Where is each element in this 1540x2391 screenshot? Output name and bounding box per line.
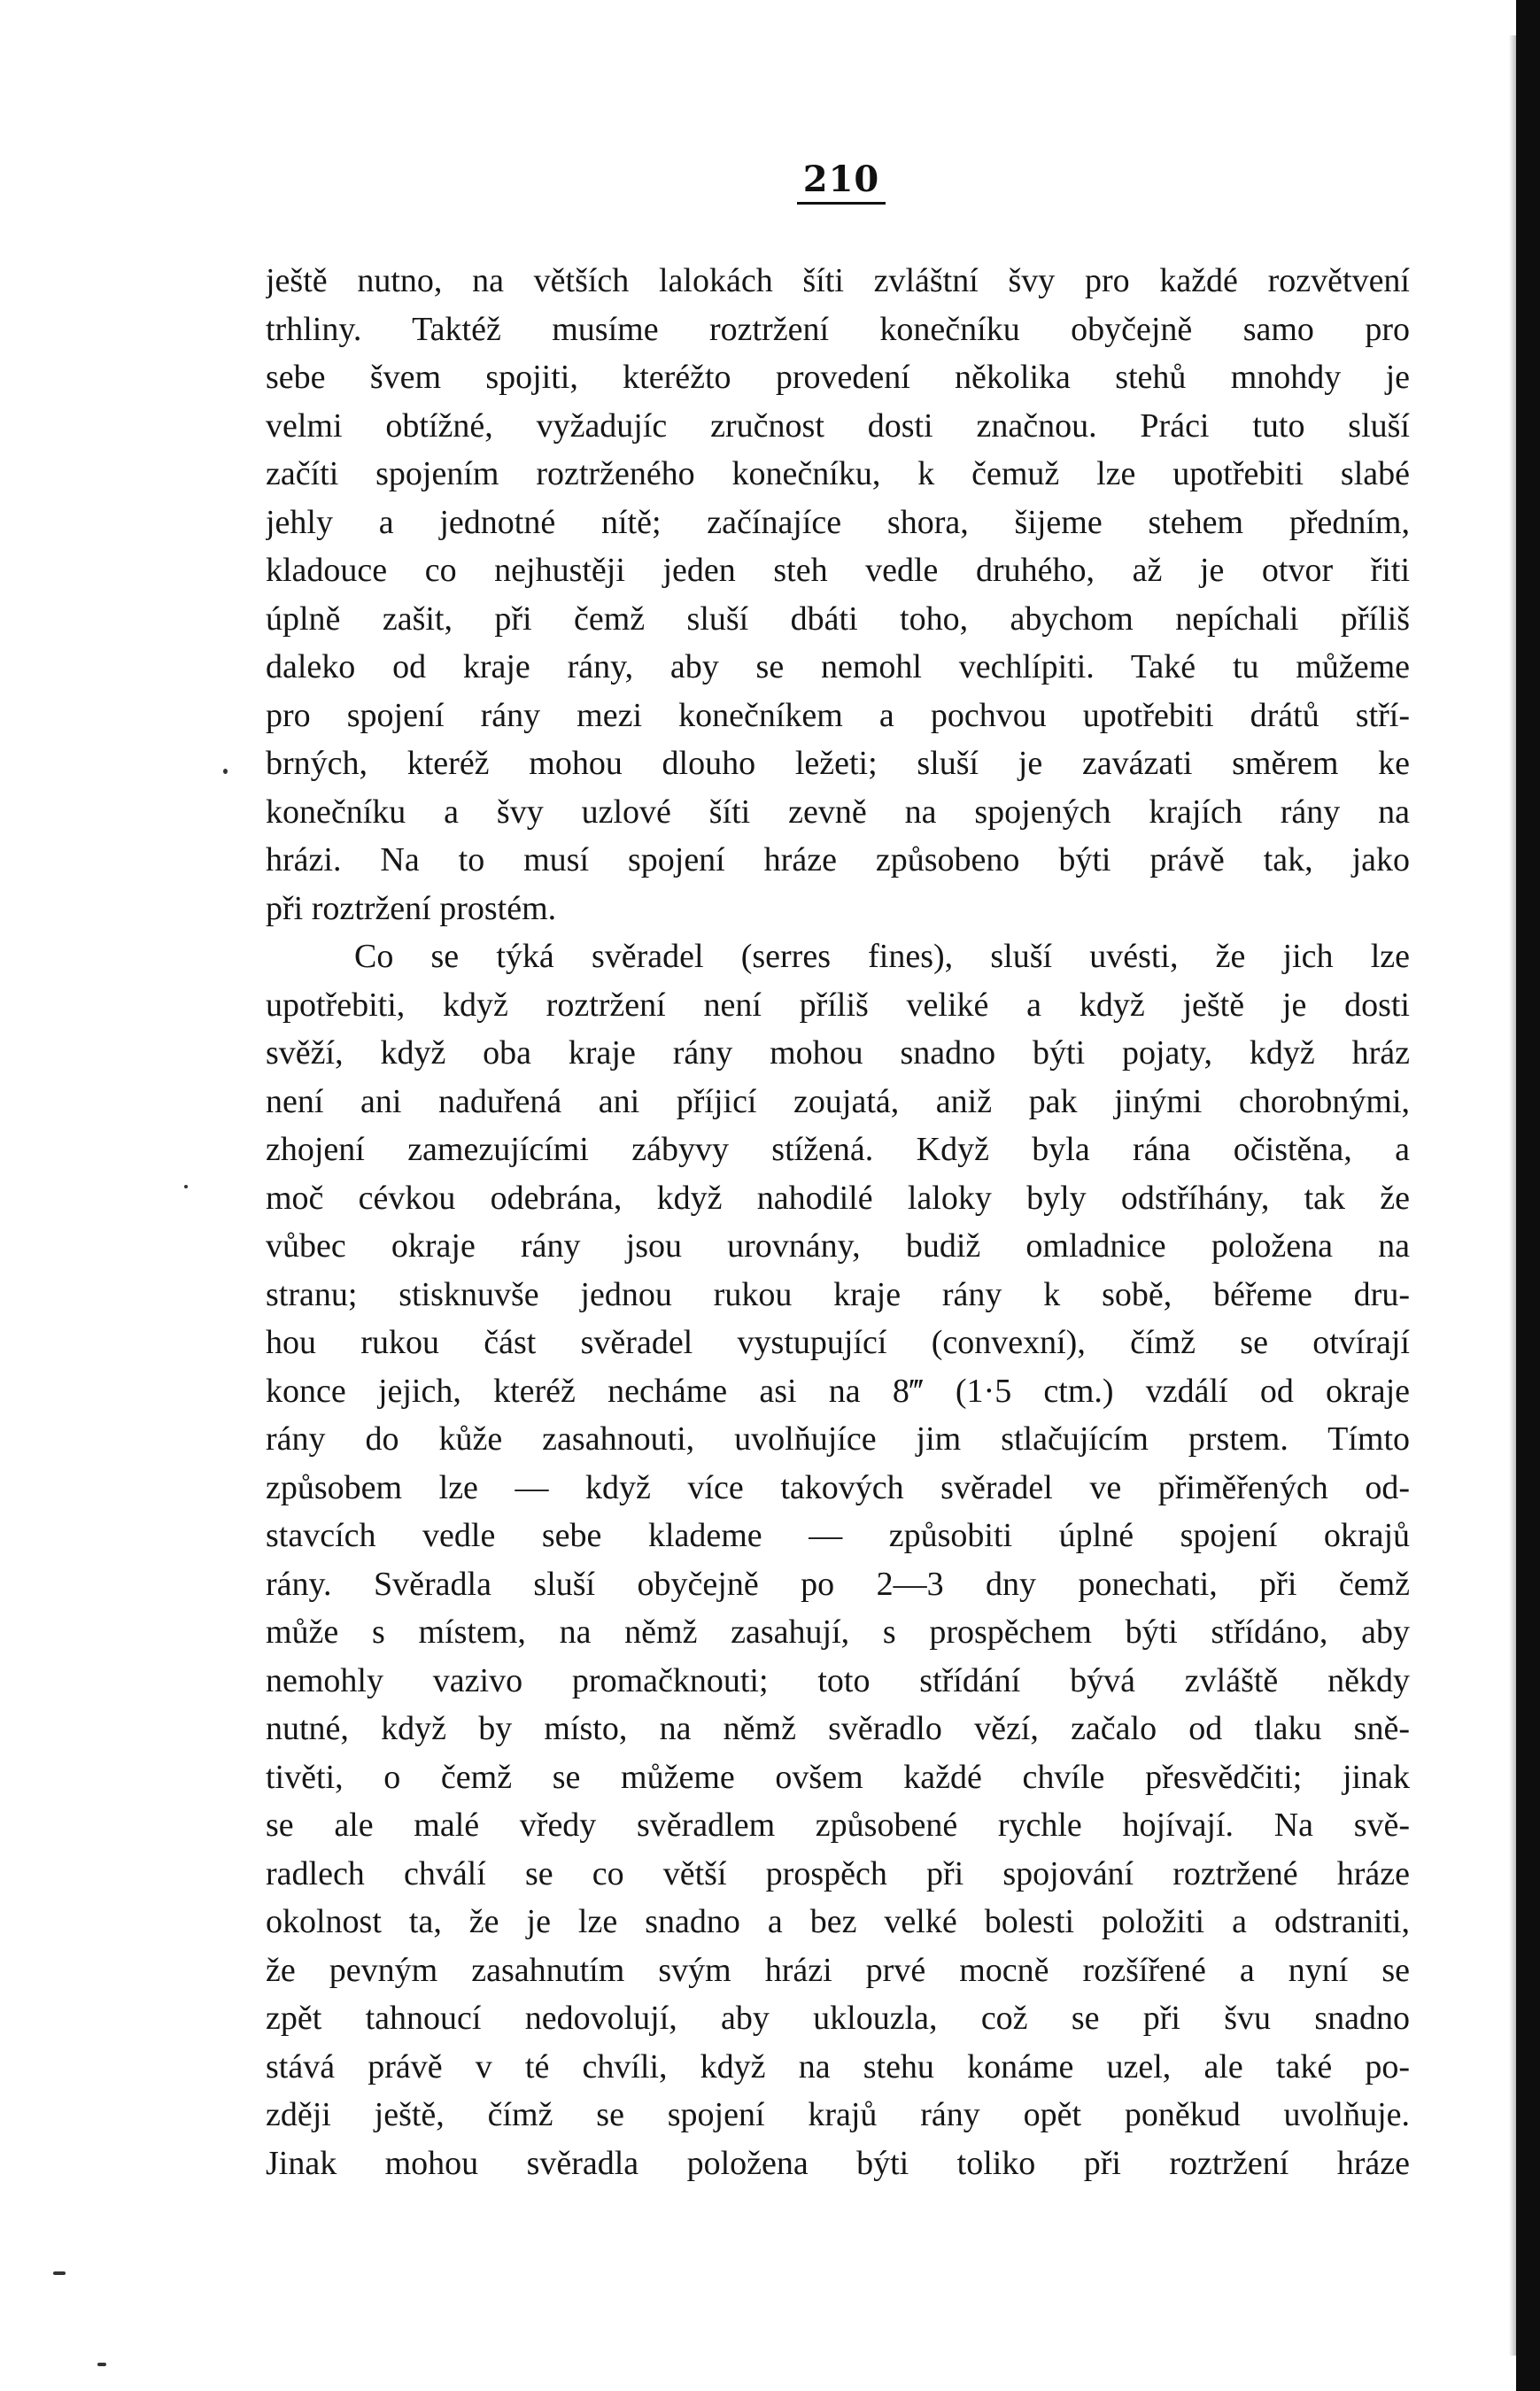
text-line: při roztržení prostém.: [266, 889, 557, 927]
text-line: nemohly vazivo promačknouti; toto střídání bývá zvláště někdy: [266, 1661, 1410, 1699]
text-line: stavcích vedle sebe klademe — způsobiti úplné spojení okrajů: [266, 1517, 1410, 1554]
text-line: stává právě v té chvíli, když na stehu konáme uzel, ale také po-: [266, 2047, 1410, 2085]
text-line: svěží, když oba kraje rány mohou snadno býti pojaty, když hráz: [266, 1034, 1410, 1072]
text-line: tivěti, o čemž se můžeme ovšem každé chvíle přesvědčiti; jinak: [266, 1758, 1410, 1796]
text-line: pro spojení rány mezi konečníkem a pochvou upotřebiti drátů stří-: [266, 696, 1410, 734]
text-line: rány. Svěradla sluší obyčejně po 2—3 dny ponechati, při čemž: [266, 1565, 1410, 1603]
text-line: že pevným zasahnutím svým hrázi prvé mocně rozšířené a nyní se: [266, 1951, 1410, 1989]
text-line: trhliny. Taktéž musíme roztržení konečníku obyčejně samo pro: [266, 310, 1410, 348]
text-line: nutné, když by místo, na němž svěradlo vězí, začalo od tlaku sně-: [266, 1710, 1410, 1747]
text-line: zhojení zamezujícími zábyvy stížená. Když byla rána očistěna, a: [266, 1131, 1410, 1168]
page-number: 210: [797, 158, 886, 205]
text-line: daleko od kraje rány, aby se nemohl vechlípiti. Také tu můžeme: [266, 648, 1410, 685]
text-line: jehly a jednotné nítě; začínajíce shora, šijeme stehem předním,: [266, 503, 1410, 541]
text-line: Co se týká svěradel (serres fines), sluší uvésti, že jich lze: [354, 938, 1410, 975]
scan-edge-shadow: [1509, 35, 1516, 2356]
text-line: zději ještě, čímž se spojení krajů rány opět poněkud uvolňuje.: [266, 2096, 1410, 2133]
text-line: se ale malé vředy svěradlem způsobené rychle hojívají. Na svě-: [266, 1807, 1410, 1844]
text-line: Jinak mohou svěradla položena býti toliko při roztržení hráze: [266, 2144, 1410, 2182]
body-text: [266, 257, 1410, 2187]
text-line: začíti spojením roztrženého konečníku, k čemuž lze upotřebiti slabé: [266, 455, 1410, 492]
text-line: upotřebiti, když roztržení není příliš veliké a když ještě je dosti: [266, 986, 1410, 1024]
text-line: radlech chválí se co větší prospěch při spojování roztržené hráze: [266, 1854, 1410, 1892]
scan-speck: [184, 1185, 188, 1188]
text-line: stranu; stisknuvše jednou rukou kraje rány k sobě, béřeme dru-: [266, 1275, 1410, 1313]
text-line: úplně zašit, při čemž sluší dbáti toho, abychom nepíchali příliš: [266, 600, 1410, 638]
text-line: ještě nutno, na větších lalokách šíti zvláštní švy pro každé rozvětvení: [266, 262, 1410, 299]
text-line: moč cévkou odebrána, když nahodilé laloky byly odstříhány, tak že: [266, 1179, 1410, 1217]
text-line: hrázi. Na to musí spojení hráze způsobeno býti právě tak, jako: [266, 841, 1410, 878]
text-line: sebe švem spojiti, kteréžto provedení několika stehů mnohdy je: [266, 359, 1410, 396]
scan-speck: [53, 2271, 66, 2275]
scan-speck: [97, 2363, 106, 2366]
scan-speck: [223, 769, 228, 774]
text-line: konce jejich, kteréž necháme asi na 8‴ (1·5 ctm.) vzdálí od okraje: [266, 1372, 1410, 1410]
text-line: rány do kůže zasahnouti, uvolňujíce jim stlačujícím prstem. Tímto: [266, 1420, 1410, 1458]
text-line: způsobem lze — když více takových svěradel ve přiměřených od-: [266, 1468, 1410, 1506]
text-line: okolnost ta, že je lze snadno a bez velké bolesti položiti a odstraniti,: [266, 1903, 1410, 1940]
text-line: hou rukou část svěradel vystupující (convexní), čímž se otvírají: [266, 1324, 1410, 1361]
text-line: není ani naduřená ani příjicí zoujatá, aniž pak jinými chorobnými,: [266, 1082, 1410, 1120]
scan-edge: [1516, 0, 1540, 2391]
text-line: může s místem, na němž zasahují, s prospěchem býti střídáno, aby: [266, 1613, 1410, 1651]
text-line: konečníku a švy uzlové šíti zevně na spojených krajích rány na: [266, 793, 1410, 831]
text-line: vůbec okraje rány jsou urovnány, budiž omladnice položena na: [266, 1227, 1410, 1265]
text-line: velmi obtížné, vyžadujíc zručnost dosti značnou. Práci tuto sluší: [266, 406, 1410, 445]
text-line: kladouce co nejhustěji jeden steh vedle druhého, až je otvor řiti: [266, 552, 1410, 589]
text-line: brných, kteréž mohou dlouho ležeti; sluší je zavázati směrem ke: [266, 745, 1410, 782]
text-line: zpět tahnoucí nedovolují, aby uklouzla, což se při švu snadno: [266, 2000, 1410, 2037]
